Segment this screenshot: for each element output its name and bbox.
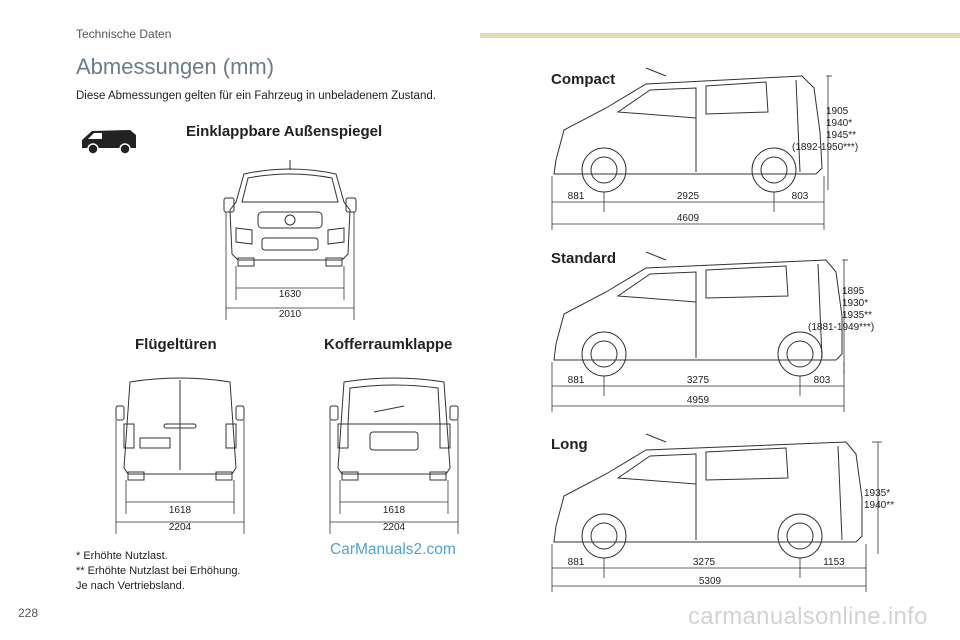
heading-mirrors: Einklappbare Außenspiegel	[186, 123, 383, 140]
compact-height-4: (1892-1950***)	[792, 142, 859, 153]
long-side-diagram	[546, 432, 906, 596]
compact-length: 4609	[676, 213, 700, 224]
standard-front-overhang: 881	[567, 375, 585, 386]
rear-tailgate-diagram	[326, 372, 462, 538]
page-title: Abmessungen (mm)	[76, 54, 275, 79]
footer-site-watermark: carmanualsonline.info	[688, 603, 928, 630]
tailgate-width-label: 2204	[382, 522, 406, 533]
standard-side-diagram	[546, 250, 896, 416]
standard-height-3: 1935**	[842, 310, 873, 321]
heading-wing-doors: Flügeltüren	[135, 336, 217, 353]
compact-side-diagram	[546, 62, 876, 230]
long-height-2: 1940**	[864, 500, 895, 511]
compact-height-3: 1945**	[826, 130, 857, 141]
long-front-overhang: 881	[567, 557, 585, 568]
standard-rear-overhang: 803	[813, 375, 831, 386]
footnote-2: ** Erhöhte Nutzlast bei Erhöhung.	[76, 565, 241, 577]
standard-height-1: 1895	[842, 286, 865, 297]
tailgate-track-label: 1618	[382, 505, 406, 516]
front-view-diagram	[222, 158, 358, 324]
heading-compact: Compact	[551, 71, 616, 88]
footnote-1: * Erhöhte Nutzlast.	[76, 550, 168, 562]
front-track-label: 1630	[278, 289, 302, 300]
compact-height-1: 1905	[826, 106, 849, 117]
rear-wing-doors-diagram	[112, 372, 248, 538]
header-divider	[480, 33, 960, 38]
standard-height-4: (1881-1949***)	[808, 322, 875, 333]
long-length: 5309	[698, 576, 722, 587]
front-width-label: 2010	[278, 309, 302, 320]
compact-height-2: 1940*	[826, 118, 853, 129]
wing-track-label: 1618	[168, 505, 192, 516]
heading-long: Long	[551, 436, 588, 453]
long-rear-overhang: 1153	[823, 557, 845, 568]
standard-height-2: 1930*	[842, 298, 869, 309]
compact-wheelbase: 2925	[676, 191, 700, 202]
heading-standard: Standard	[551, 250, 617, 267]
van-icon	[78, 126, 140, 158]
intro-text: Diese Abmessungen gelten für ein Fahrzeug in unbeladenem Zustand.	[76, 90, 436, 102]
standard-length: 4959	[686, 395, 710, 406]
heading-tailgate: Kofferraumklappe	[324, 336, 453, 353]
wing-width-label: 2204	[168, 522, 192, 533]
footnotes	[76, 549, 241, 594]
page-number: 228	[18, 606, 39, 620]
compact-front-overhang: 881	[567, 191, 585, 202]
section-title: Technische Daten	[76, 27, 172, 41]
watermark-logo[interactable]: CarManuals2.com	[330, 541, 456, 558]
standard-wheelbase: 3275	[686, 375, 710, 386]
footnote-3: Je nach Vertriebsland.	[76, 580, 185, 592]
compact-rear-overhang: 803	[791, 191, 809, 202]
long-height-1: 1935*	[864, 488, 891, 499]
long-wheelbase: 3275	[692, 557, 716, 568]
